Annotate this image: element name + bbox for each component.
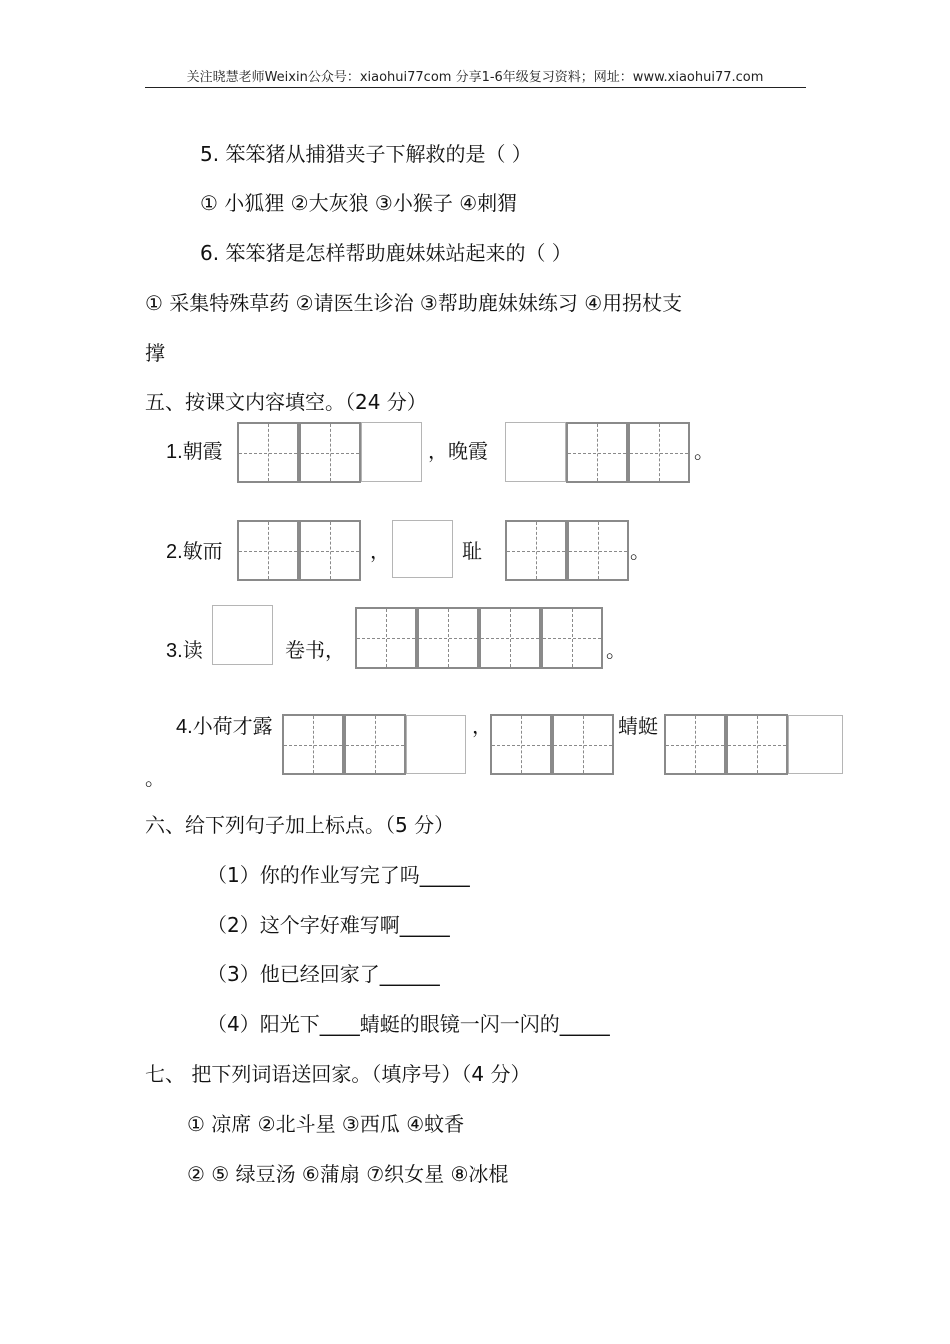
section-6-title: 六、给下列句子加上标点。（5 分） [145, 813, 455, 837]
fill-item-3-text-b: 卷书， [285, 638, 345, 662]
question-6-stem: 6. 笨笨猪是怎样帮助鹿妹妹站起来的（ ） [200, 241, 572, 265]
fill-item-2-number: 2. [166, 541, 183, 563]
question-6-options-line2: 撑 [145, 341, 165, 365]
fill-item-2-text-b: ， [370, 539, 390, 563]
tianzige-box[interactable] [479, 607, 541, 669]
fill-item-4-text-c: 蜻蜓 [618, 714, 658, 738]
tianzige-box[interactable] [417, 607, 479, 669]
word-list-row-1: ① 凉席 ②北斗星 ③西瓜 ④蚊香 [187, 1112, 465, 1136]
tianzige-box[interactable] [299, 520, 361, 581]
fill-item-3-text-a: 读 [182, 638, 203, 662]
tianzige-box[interactable] [552, 714, 614, 775]
blank-box[interactable] [505, 422, 566, 482]
tianzige-box[interactable] [355, 607, 417, 669]
fill-item-4-text-a: 小荷才露 [192, 714, 273, 738]
blank-box[interactable] [212, 605, 273, 665]
tianzige-box[interactable] [567, 520, 629, 581]
question-5-options: ① 小狐狸 ②大灰狼 ③小猴子 ④刺猬 [200, 191, 518, 215]
punctuation-item-4: （4）阳光下____蜻蜓的眼镜一闪一闪的_____ [207, 1012, 610, 1036]
punctuation-item-3: （3）他已经回家了______ [207, 962, 440, 986]
fill-item-2-label [166, 535, 223, 564]
fill-item-2-text-c: 耻 [462, 539, 482, 563]
word-list-row-2: ② ⑤ 绿豆汤 ⑥蒲扇 ⑦织女星 ⑧冰棍 [187, 1162, 509, 1186]
fill-item-2-text-a: 敏而 [182, 539, 223, 563]
tianzige-box[interactable] [237, 422, 299, 483]
tianzige-box[interactable] [299, 422, 361, 483]
blank-box[interactable] [361, 422, 422, 482]
punctuation-item-2: （2）这个字好难写啊_____ [207, 913, 450, 937]
tianzige-box[interactable] [282, 714, 344, 775]
page-header: 关注晓慧老师Weixin公众号：xiaohui77com 分享1-6年级复习资料；网址：www.xiaohui77.com [186, 70, 764, 85]
tianzige-box[interactable] [628, 422, 690, 483]
blank-box[interactable] [788, 715, 843, 774]
tianzige-box[interactable] [541, 607, 603, 669]
question-5-stem: 5. 笨笨猪从捕猎夹子下解救的是（ ） [200, 142, 532, 166]
fill-item-3-label [166, 634, 203, 663]
blank-box[interactable] [392, 520, 453, 578]
tianzige-box[interactable] [664, 714, 726, 775]
fill-item-4-end: 。 [145, 766, 165, 790]
fill-item-1-number: 1. [166, 441, 183, 463]
blank-box[interactable] [406, 715, 466, 774]
punctuation-item-1: （1）你的作业写完了吗_____ [207, 863, 470, 887]
tianzige-box[interactable] [344, 714, 406, 775]
tianzige-box[interactable] [505, 520, 567, 581]
tianzige-box[interactable] [237, 520, 299, 581]
fill-item-2-end: 。 [630, 539, 650, 563]
fill-item-1-end: 。 [694, 439, 714, 463]
tianzige-box[interactable] [566, 422, 628, 483]
fill-item-1-text-a: 朝霞 [182, 439, 223, 463]
fill-item-1-label [166, 435, 223, 464]
question-6-options-line1: ① 采集特殊草药 ②请医生诊治 ③帮助鹿妹妹练习 ④用拐杖支 [145, 291, 683, 315]
section-7-title: 七、 把下列词语送回家。（填序号）（4 分） [145, 1062, 531, 1086]
fill-item-4-text-b: ， [472, 714, 492, 738]
tianzige-box[interactable] [490, 714, 552, 775]
section-5-title: 五、按课文内容填空。（24 分） [145, 390, 427, 414]
fill-item-3-end: 。 [606, 638, 626, 662]
fill-item-4-number: 4. [176, 716, 193, 738]
header-rule [145, 87, 806, 88]
fill-item-3-number: 3. [166, 640, 183, 662]
tianzige-box[interactable] [726, 714, 788, 775]
fill-item-1-text-b: ，晚霞 [428, 439, 488, 463]
fill-item-4-label [176, 710, 273, 739]
